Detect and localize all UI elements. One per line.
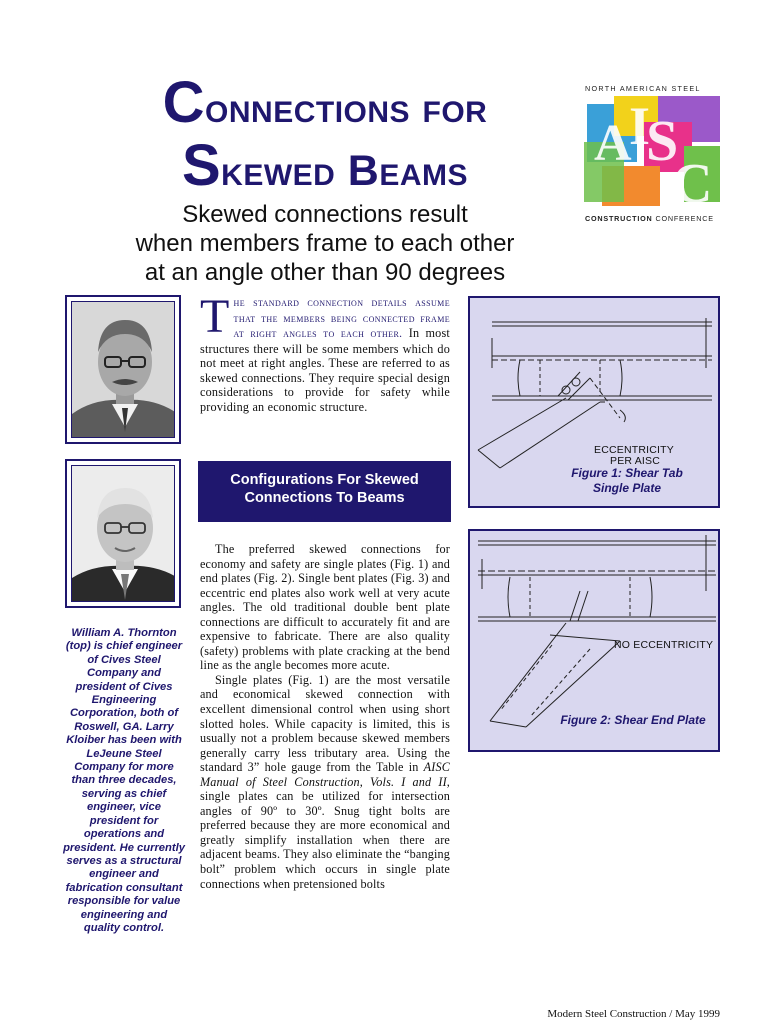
- portrait-thornton-photo: [72, 302, 175, 438]
- figure-1: [468, 296, 720, 508]
- subtitle-line-1: Skewed connections result: [182, 201, 468, 228]
- intro-text: In most structures there will be some members which do not meet at right angles. These are referred to as skewed connections. They require special design considerations to provide for safety while providing an economic structure.: [200, 326, 450, 414]
- intro-paragraph: [200, 290, 450, 414]
- subtitle-line-2: when members frame to each other: [135, 230, 515, 257]
- figure-2-caption: Figure 2: Shear End Plate: [560, 713, 706, 727]
- figure-1-label-line-2: PER AISC: [610, 455, 661, 467]
- logo-bottom-bold: CONSTRUCTION: [585, 214, 653, 223]
- body-paragraph-2-start: Single plates (Fig. 1) are the most versatile and economical skewed connection with excellent dimensional control when using short slotted holes. While capacity is limited, this is usually not a problem because skewed members generally carry less tributary area. Using the standard 3” hole gauge from the Table in: [200, 672, 450, 775]
- page-footer: Modern Steel Construction / May 1999: [547, 1008, 720, 1020]
- section-heading-line-1: Configurations For Skewed: [230, 472, 419, 488]
- svg-text:S: S: [646, 108, 679, 173]
- section-heading-box: [198, 461, 451, 522]
- section-heading-line-2: Connections To Beams: [244, 490, 405, 506]
- figure-1-label-line-1: ECCENTRICITY: [594, 444, 674, 456]
- drop-cap: T: [200, 290, 230, 343]
- svg-text:C: C: [672, 153, 713, 215]
- portrait-kloiber-photo: [72, 466, 175, 602]
- nascc-logo: [584, 82, 720, 224]
- figure-2-label: NO ECCENTRICITY: [614, 639, 714, 651]
- intro-small-caps: he standard connection details assume that the members being connected frame at right angles to each other.: [233, 297, 450, 340]
- body-text: [200, 542, 450, 891]
- svg-text:CONSTRUCTIONCONFERENCE: [585, 214, 714, 223]
- subtitle-line-3: at an angle other than 90 degrees: [144, 259, 506, 286]
- logo-top-text: NORTH AMERICAN STEEL: [585, 84, 701, 93]
- article-title: [80, 70, 570, 200]
- manual-reference: AISC Manual of Steel Construction, Vols. I and II: [200, 760, 450, 789]
- svg-text:I: I: [629, 96, 651, 156]
- logo-bottom-text: CONFERENCE: [655, 214, 714, 223]
- author-bio: William A. Thornton (top) is chief engineer of Cives Steel Company and president of Cives Engineering Corporation, both of Roswell, GA. Larry Kloiber has been with LeJeune Steel Company for more than three decades, serving as chief engineer, vice president for operations and president. He currently serves as a structural engineer and fabrication consultant responsible for value engineering and quality control.: [63, 627, 185, 934]
- title-line-1: Connections for: [162, 70, 488, 135]
- body-paragraph-2-end: , single plates can be utilized for intersection angles of 90º to 30º. Snug tight bolts are preferred because they are more economical and greatly simplify installation when there are adjacent beams. They also eliminate the “banging bolt” problem which occurs in single plate connections when pretensioned bolts: [200, 774, 450, 891]
- figure-1-caption: [562, 466, 692, 496]
- portrait-thornton: [65, 295, 181, 444]
- portrait-kloiber: [65, 459, 181, 608]
- title-line-2: Skewed Beams: [181, 133, 469, 198]
- body-paragraph-2: [200, 673, 450, 891]
- figure-2: [468, 529, 720, 752]
- body-paragraph-1: The preferred skewed connections for economy and safety are single plates (Fig. 1) and end plates (Fig. 2). Single bent plates (Fig. 3) and eccentric end plates also work well at very acute angles. The old traditional double bent plate connections are difficult to accurately fit and are expensive to fabricate. There are also quality (safety) problems with plate cracking at the bend line as the angle becomes more acute.: [200, 542, 450, 673]
- figure-1-caption-line-2: Single Plate: [592, 481, 662, 495]
- figure-1-caption-line-1: Figure 1: Shear Tab: [571, 466, 683, 480]
- svg-text:A: A: [594, 115, 632, 172]
- article-subtitle: [100, 200, 550, 287]
